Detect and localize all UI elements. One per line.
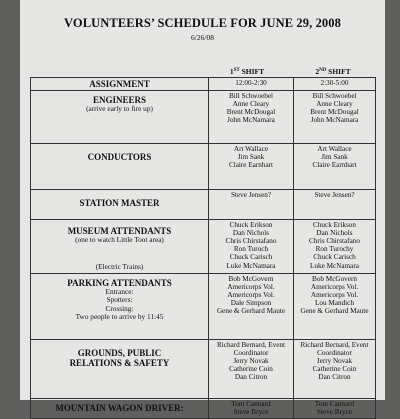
volunteer-name: Chuck Carisch	[229, 253, 273, 262]
assignment-cell	[31, 144, 209, 190]
volunteer-name: Anne Cleary	[232, 100, 270, 109]
volunteer-name: Jim Sank	[321, 153, 348, 162]
table-row	[31, 220, 376, 274]
volunteer-name: Anne Cleary	[316, 100, 353, 109]
volunteer-name: John McNamara	[310, 116, 359, 125]
assignment-cell	[31, 274, 209, 340]
volunteer-name: Chuck Erikson	[313, 221, 356, 230]
second-shift-cell	[294, 190, 376, 220]
second-shift-cell	[294, 399, 376, 419]
volunteer-name: Dale Simpson	[230, 299, 272, 308]
volunteer-name: Claire Earnhart	[312, 161, 357, 170]
assignment-note: (arrive early to fire up)	[86, 104, 153, 114]
volunteer-name: Steve Bryce	[317, 408, 352, 417]
volunteer-name: Dan Citron	[318, 373, 351, 382]
volunteer-name: Tom Cannard	[314, 400, 355, 409]
assignment-cell	[31, 190, 209, 220]
document-title: VOLUNTEERS’ SCHEDULE FOR JUNE 29, 2008	[64, 16, 341, 30]
volunteer-name: Americorps Vol.	[227, 283, 275, 292]
assignment-note: (one to watch Little Toot area)	[75, 235, 164, 245]
volunteer-name: Luke McNamara	[226, 261, 276, 270]
volunteer-name: Gene & Gerhard Maute	[300, 307, 369, 316]
volunteer-name: Americorps Vol.	[310, 291, 359, 300]
table-header-row	[31, 78, 376, 91]
volunteer-name: Jerry Novak	[316, 357, 353, 366]
volunteer-name: Bill Schwoebel	[228, 92, 274, 101]
second-shift-cell	[294, 91, 376, 144]
volunteer-name: Dan Nichols	[316, 229, 353, 238]
assignment-cell	[31, 340, 209, 399]
second-shift-cell	[294, 220, 376, 274]
first-shift-cell	[209, 220, 294, 274]
volunteer-name: Lou Mandich	[315, 299, 354, 308]
assignment-cell	[31, 91, 209, 144]
assignment-role: RELATIONS & SAFETY	[69, 358, 170, 369]
assignment-note: Crossing:	[105, 303, 134, 313]
assignment-role: PARKING ATTENDANTS	[67, 278, 172, 289]
assignment-note: (Electric Trains)	[95, 261, 144, 271]
assignment-note: Entrance:	[105, 287, 134, 297]
volunteer-name: Ron Turochy	[315, 245, 354, 254]
second-shift-header: 2ND SHIFT	[315, 67, 351, 76]
volunteer-name: Tom Cannard	[231, 400, 271, 409]
volunteer-name: Coordinator	[317, 349, 352, 358]
first-shift-cell	[209, 144, 294, 190]
assignment-note: Two people to arrive by 11:45	[75, 311, 164, 321]
volunteer-name: Steve Jensen?	[230, 191, 272, 200]
volunteer-name: John McNamara	[227, 116, 275, 125]
volunteer-name: Chuck Carisch	[313, 253, 356, 262]
volunteer-name: Chris Chirstafano	[309, 237, 360, 246]
volunteer-name: Gene & Gerhard Maute	[216, 307, 286, 316]
table-row	[31, 144, 376, 190]
volunteer-name: Catherine Coin	[312, 365, 357, 374]
assignment-header: ASSIGNMENT	[31, 78, 209, 91]
first-shift-cell	[209, 340, 294, 399]
volunteer-name: Bob McGovern	[312, 275, 357, 284]
table-row	[31, 340, 376, 399]
assignment-role: MUSEUM ATTENDANTS	[67, 226, 172, 237]
volunteer-name: Americorps Vol.	[227, 291, 275, 300]
volunteer-name: Art Wallace	[233, 145, 269, 154]
table-row	[31, 190, 376, 220]
volunteer-name: Brent McDougal	[226, 108, 276, 117]
first-shift-cell	[209, 91, 294, 144]
first-shift-cell	[209, 190, 294, 220]
volunteer-name: Catherine Coin	[229, 365, 273, 374]
volunteer-name: Bob McGovern	[228, 275, 274, 284]
volunteer-name: Jim Sank	[237, 153, 265, 162]
volunteer-name: Chris Chirstafano	[225, 237, 277, 246]
assignment-note: Spotters:	[106, 295, 133, 305]
volunteer-name: Luke McNamara	[310, 261, 359, 270]
volunteer-name: Bill Schwoebel	[312, 92, 357, 101]
assignment-role: CONDUCTORS	[87, 152, 152, 163]
volunteer-name: Claire Earnhart	[228, 161, 274, 170]
second-shift-cell	[294, 144, 376, 190]
volunteer-name: Ron Turoch	[233, 245, 269, 254]
volunteer-name: Richard Bernard, Event	[216, 341, 286, 350]
assignment-cell	[31, 399, 209, 419]
assignment-role: GROUNDS, PUBLIC	[77, 348, 162, 359]
table-row	[31, 274, 376, 340]
assignment-role: STATION MASTER	[79, 198, 160, 209]
volunteer-name: Dan Citron	[234, 373, 268, 382]
assignment-role: ENGINEERS	[92, 95, 146, 106]
schedule-paper	[20, 0, 385, 417]
second-shift-time: 2:30-5:00	[294, 78, 376, 91]
second-shift-cell	[294, 274, 376, 340]
volunteer-name: Jerry Novak	[233, 357, 269, 366]
volunteer-name: Art Wallace	[317, 145, 352, 154]
volunteer-name: Chuck Erikson	[229, 221, 273, 230]
first-shift-header: 1ST SHIFT	[229, 67, 265, 76]
table-row	[31, 399, 376, 419]
volunteer-name: Brent McDougal	[310, 108, 359, 117]
second-shift-cell	[294, 340, 376, 399]
document-date: 6/26/08	[191, 33, 214, 42]
first-shift-cell	[209, 274, 294, 340]
volunteer-name: Steve Jensen?	[314, 191, 355, 200]
volunteer-name: Richard Bernard, Event	[300, 341, 369, 350]
first-shift-cell	[209, 399, 294, 419]
assignment-cell	[31, 220, 209, 274]
volunteer-name: Coordinator	[233, 349, 269, 358]
volunteer-name: Steve Bryce	[233, 408, 269, 417]
table-row	[31, 91, 376, 144]
volunteer-name: Americorps Vol.	[310, 283, 359, 292]
volunteer-name: Dan Nichols	[232, 229, 270, 238]
assignment-role: MOUNTAIN WAGON DRIVER:	[55, 403, 184, 414]
schedule-table	[30, 77, 376, 419]
first-shift-time: 12:00-2:30	[209, 78, 294, 91]
